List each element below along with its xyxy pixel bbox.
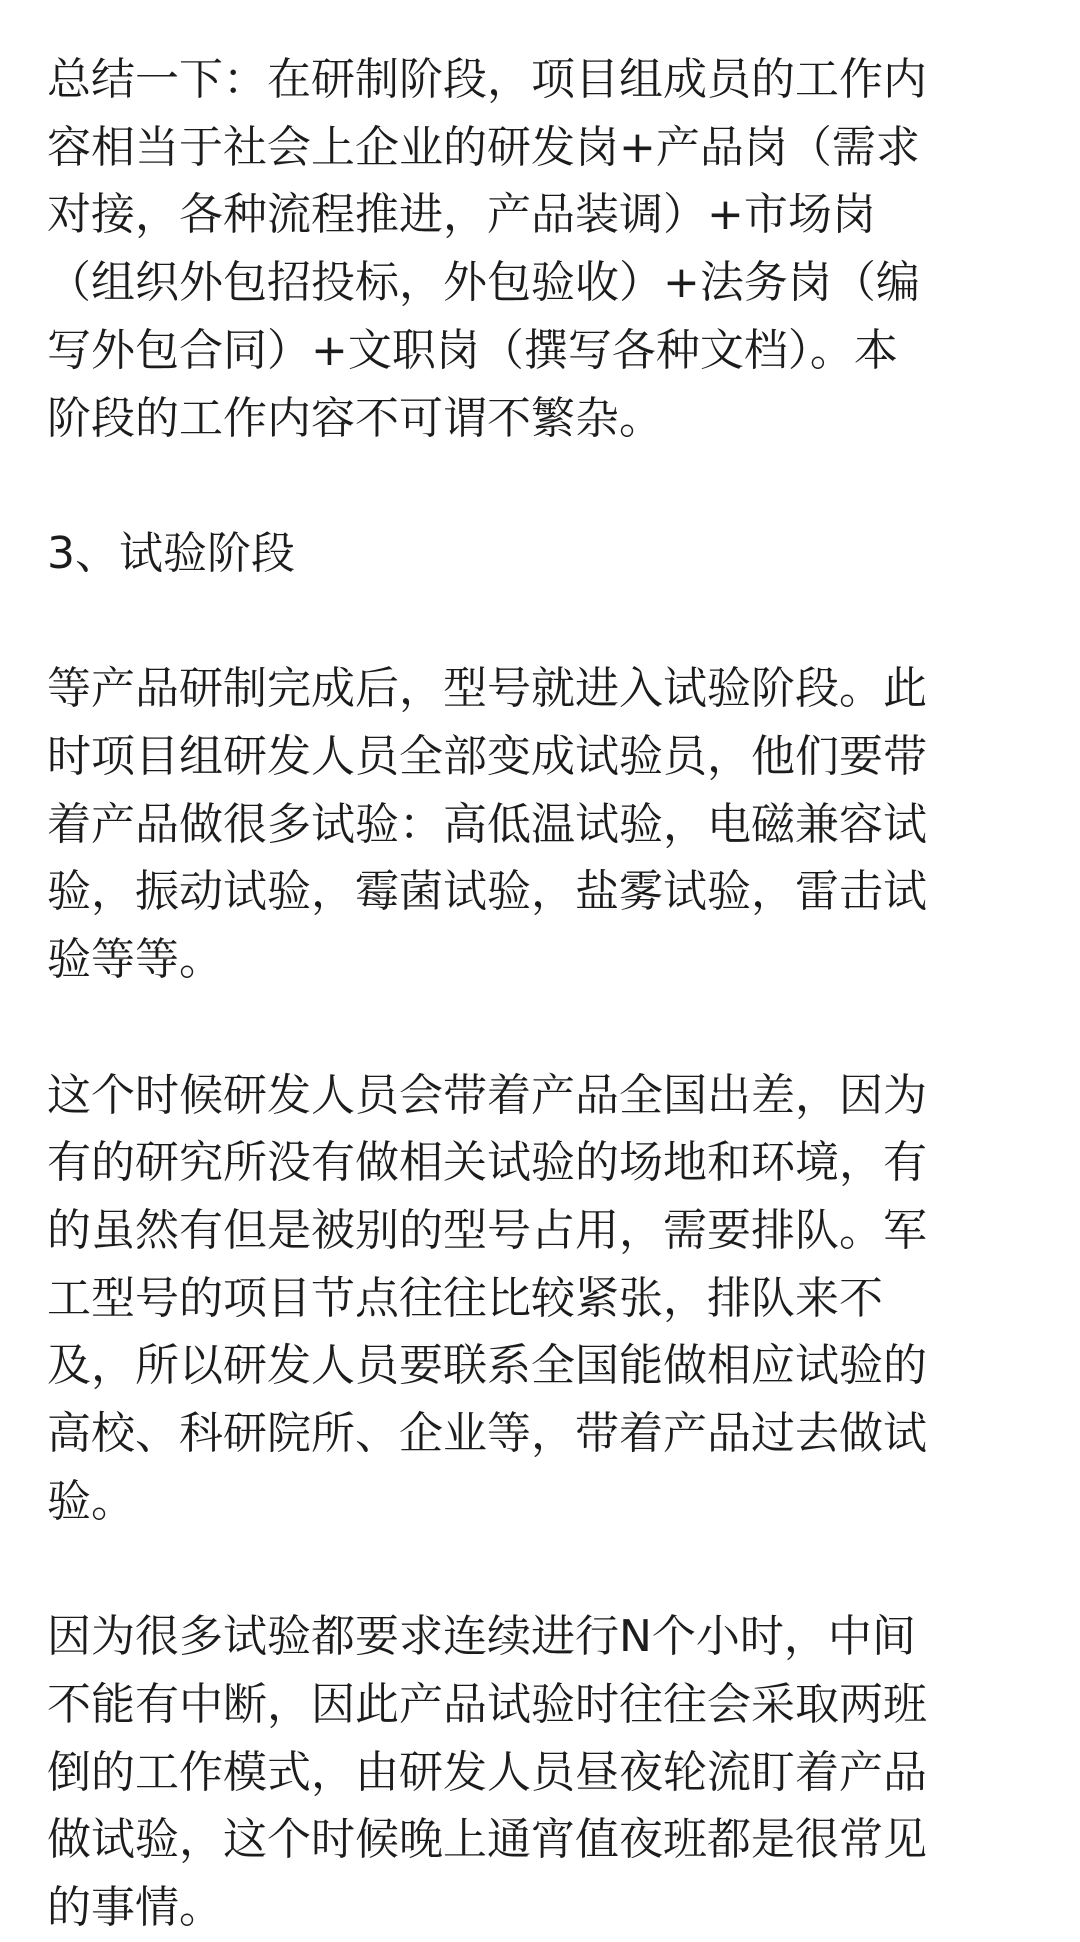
text-line: 的事情。 — [47, 1881, 223, 1933]
paragraph-travel — [47, 1062, 1037, 1536]
paragraph-gap — [47, 1535, 1037, 1603]
text-line: 这个时候研发人员会带着产品全国出差，因为 — [47, 1069, 927, 1121]
text-line: 时项目组研发人员全部变成试验员，他们要带 — [47, 731, 927, 782]
paragraph-summary — [47, 46, 1037, 452]
text-line: 倒的工作模式，由研发人员昼夜轮流盯着产品 — [47, 1746, 927, 1798]
text-line: 有的研究所没有做相关试验的场地和环境，有 — [47, 1137, 927, 1189]
text-line: 做试验，这个时候晚上通宵值夜班都是很常见 — [47, 1814, 927, 1866]
text-line: 着产品做很多试验：高低温试验，电磁兼容试 — [47, 798, 927, 850]
text-line: 高校、科研院所、企业等，带着产品过去做试 — [47, 1408, 927, 1460]
section-heading — [47, 520, 1037, 588]
text-line: 的虽然有但是被别的型号占用，需要排队。军 — [47, 1204, 927, 1256]
text-line: 写外包合同）+文职岗（撰写各种文档）。本 — [47, 324, 898, 376]
text-line: （组织外包招投标，外包验收）+法务岗（编 — [47, 257, 920, 309]
paragraph-gap — [47, 588, 1037, 656]
text-line: 工型号的项目节点往往比较紧张，排队来不 — [47, 1272, 883, 1324]
text-line: 阶段的工作内容不可谓不繁杂。 — [47, 392, 663, 444]
section-heading-text: 3、试验阶段 — [47, 527, 295, 579]
text-line: 验等等。 — [47, 934, 223, 986]
text-line: 因为很多试验都要求连续进行N个小时，中间 — [47, 1611, 916, 1663]
text-line: 总结一下：在研制阶段，项目组成员的工作内 — [47, 54, 927, 105]
text-line: 容相当于社会上企业的研发岗+产品岗（需求 — [47, 121, 920, 173]
text-line: 验。 — [47, 1475, 135, 1527]
article-body — [47, 46, 1037, 1942]
paragraph-gap — [47, 994, 1037, 1062]
text-line: 不能有中断，因此产品试验时往往会采取两班 — [47, 1678, 927, 1730]
text-line: 对接，各种流程推进，产品装调）+市场岗 — [47, 189, 876, 241]
text-line: 等产品研制完成后，型号就进入试验阶段。此 — [47, 663, 927, 715]
paragraph-test-stage — [47, 655, 1037, 994]
text-line: 验，振动试验，霉菌试验，盐雾试验，雷击试 — [47, 866, 927, 918]
paragraph-gap — [47, 452, 1037, 520]
paragraph-shifts — [47, 1603, 1037, 1942]
text-line: 及，所以研发人员要联系全国能做相应试验的 — [47, 1340, 927, 1392]
